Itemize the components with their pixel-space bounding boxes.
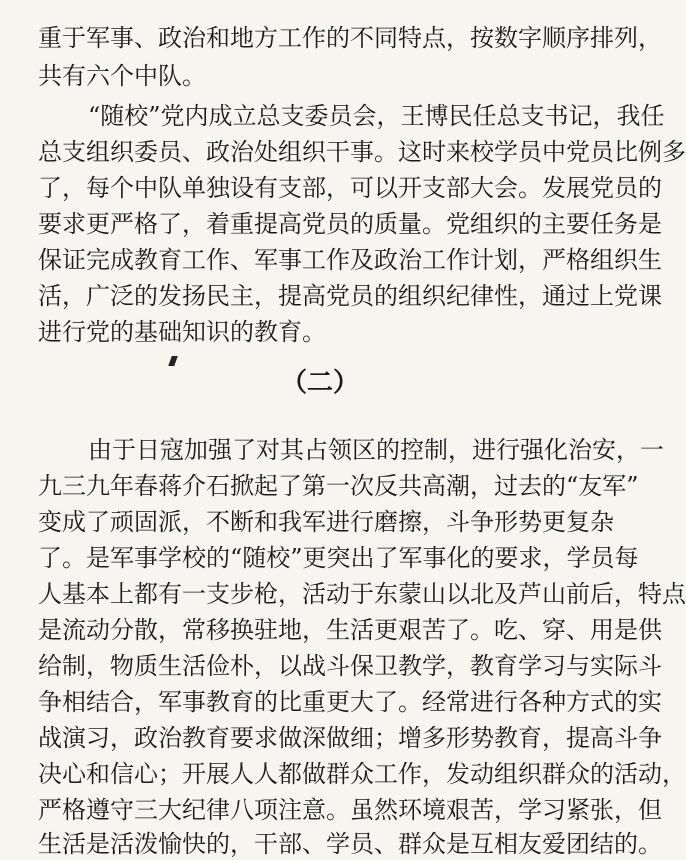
text-line: 争相结合，军事教育的比重更大了。经常进行各种方式的实 <box>38 688 662 716</box>
text-line: 重于军事、政治和地方工作的不同特点，按数字顺序排列， <box>38 24 662 52</box>
text-line: 变成了顽固派，不断和我军进行磨擦，斗争形势更复杂 <box>38 508 614 536</box>
text-line: 共有六个中队。 <box>38 62 206 90</box>
section-heading: （二） <box>280 368 359 398</box>
text-line: 是流动分散，常移换驻地，生活更艰苦了。吃、穿、用是供 <box>38 616 662 644</box>
text-line: 了，每个中队单独设有支部，可以开支部大会。发展党员的 <box>38 174 662 202</box>
text-line: 生活是活泼愉快的，干部、学员、群众是互相友爱团结的。 <box>38 830 662 858</box>
text-line: 人基本上都有一支步枪，活动于东蒙山以北及芦山前后，特点 <box>38 580 686 608</box>
text-line: 给制，物质生活俭朴，以战斗保卫教学，教育学习与实际斗 <box>38 652 662 680</box>
text-line: 战演习，政治教育要求做深做细；增多形势教育，提高斗争 <box>38 724 662 752</box>
text-line: 决心和信心；开展人人都做群众工作，发动组织群众的活动， <box>38 760 686 788</box>
text-line: 要求更严格了，着重提高党员的质量。党组织的主要任务是 <box>38 210 662 238</box>
text-line: 由于日寇加强了对其占领区的控制，进行强化治安，一 <box>88 436 664 464</box>
text-line: 了。是军事学校的“随校”更突出了军事化的要求，学员每 <box>38 544 639 572</box>
text-line: 总支组织委员、政治处组织干事。这时来校学员中党员比例多 <box>38 138 686 166</box>
text-line: 活，广泛的发扬民主，提高党员的组织纪律性，通过上党课 <box>38 282 662 310</box>
text-line: 九三九年春蒋介石掀起了第一次反共高潮，过去的“友军” <box>38 472 639 500</box>
text-line: 保证完成教育工作、军事工作及政治工作计划，严格组织生 <box>38 246 662 274</box>
text-line: 严格遵守三大纪律八项注意。虽然环境艰苦，学习紧张，但 <box>38 796 662 824</box>
text-line: 进行党的基础知识的教育。 <box>38 318 326 346</box>
text-line: “随校”党内成立总支委员会，王博民任总支书记，我任 <box>88 102 665 130</box>
